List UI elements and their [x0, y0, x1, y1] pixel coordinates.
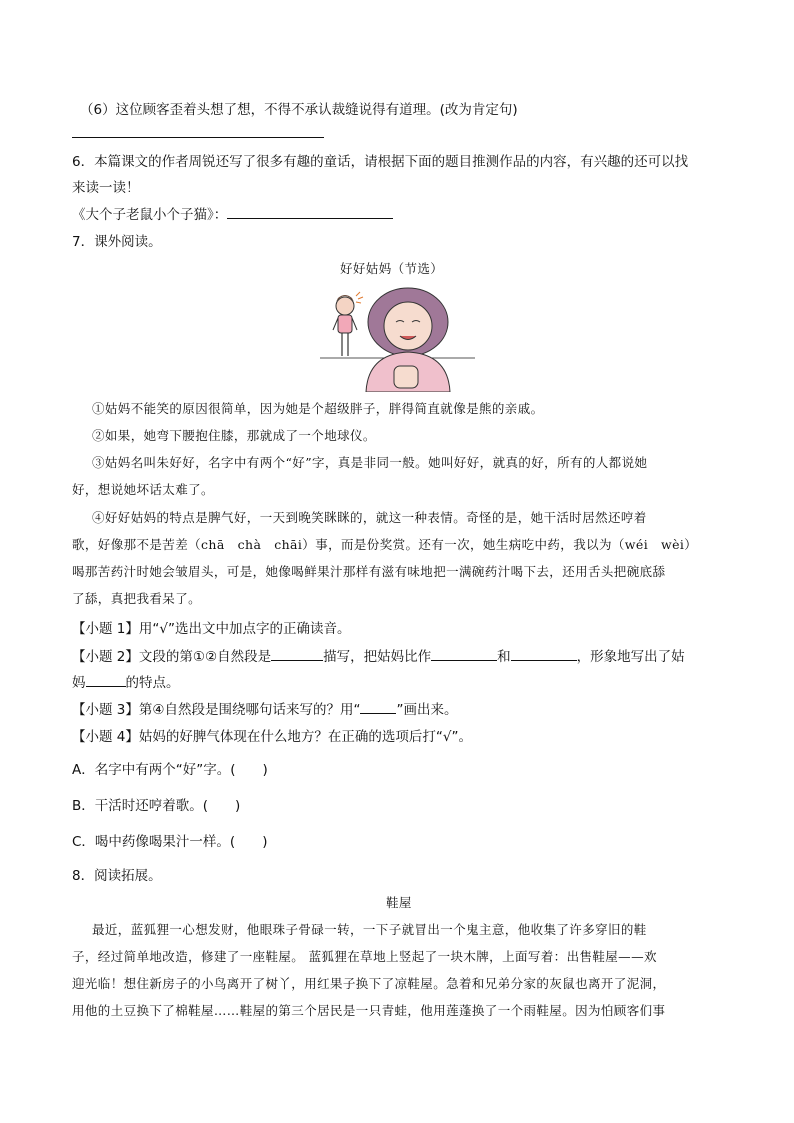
q6-book-title-label: 《大个子老鼠小个子猫》：	[72, 207, 228, 223]
q8-heading: 8．阅读拓展。	[72, 868, 162, 884]
q7-para2: ②如果，她弯下腰抱住膝，那就成了一个地球仪。	[92, 428, 376, 443]
q6-answer-blank[interactable]	[227, 204, 393, 219]
q7-option-b[interactable]: B．干活时还哼着歌。( )	[72, 798, 241, 814]
q7-sub3-underline-sample	[360, 699, 396, 714]
q6-text-line1: 6．本篇课文的作者周锐还写了很多有趣的童话，请根据下面的题目推测作品的内容，有兴趣的还可以找	[72, 154, 689, 170]
q7-sub3-text-a: 【小题 3】第④自然段是围绕哪句话来写的？用“	[72, 702, 361, 718]
answer-line[interactable]	[72, 137, 324, 138]
q7-sub2-blank-2[interactable]	[431, 646, 497, 661]
q8-line3: 迎光临！想住新房子的小鸟离开了树丫，用红果子换下了凉鞋屋。急着和兄弟分家的灰鼠也离开了泥洞，	[72, 976, 666, 991]
q7-sub2-text-b: 描写，把姑妈比作	[323, 649, 432, 665]
q7-heading: 7．课外阅读。	[72, 234, 162, 250]
q7-para3-line1: ③姑妈名叫朱好好，名字中有两个“好”字，真是非同一般。她叫好好，就真的好，所有的人都说她	[92, 455, 648, 470]
q7-sub2-text-a: 【小题 2】文段的第①②自然段是	[72, 649, 272, 665]
aunt-illustration	[320, 282, 480, 392]
q7-sub2-text-d: ，形象地写出了姑	[576, 649, 685, 665]
q7-sub2-blank-3[interactable]	[511, 646, 577, 661]
q7-para4-line2: 歌，好像那不是苦差（chā chà chāi）事，而是份奖赏。还有一次，她生病吃中药，我以为（wéi wèi）	[72, 537, 698, 552]
q8-line2: 子，经过简单地改造，修建了一座鞋屋。 蓝狐狸在草地上竖起了一块木牌，上面写着：出售鞋屋——欢	[72, 949, 657, 964]
q7-sub3	[72, 698, 457, 718]
q7-sub2-text-f: 的特点。	[125, 675, 180, 691]
q7-para3-line2: 好，想说她坏话太难了。	[72, 482, 214, 497]
q7-sub3-text-b: ”画出来。	[396, 702, 458, 718]
q7-para4-line4: 了舔，真把我看呆了。	[72, 591, 202, 606]
q7-para1: ①姑妈不能笑的原因很简单，因为她是个超级胖子，胖得简直就像是熊的亲戚。	[92, 401, 544, 416]
q5-item6-text: （6）这位顾客歪着头想了想，不得不承认裁缝说得有道理。(改为肯定句)	[80, 102, 518, 118]
q8-line1: 最近，蓝狐狸一心想发财，他眼珠子骨碌一转，一下子就冒出一个鬼主意，他收集了许多穿旧的鞋	[92, 922, 647, 937]
q7-option-c[interactable]: C．喝中药像喝果汁一样。( )	[72, 834, 268, 850]
q8-line4: 用他的土豆换下了棉鞋屋……鞋屋的第三个居民是一只青蛙，他用莲蓬换了一个雨鞋屋。因为怕顾客们事	[72, 1003, 666, 1018]
q7-para4-line1: ④好好姑妈的特点是脾气好，一天到晚笑眯眯的，就这一种表情。奇怪的是，她干活时居然还哼着	[92, 510, 647, 525]
aunt-figure	[366, 288, 450, 392]
q7-passage-title: 好好姑妈（节选）	[340, 261, 444, 276]
q7-sub2-blank-4[interactable]	[86, 672, 126, 687]
child-figure	[333, 292, 363, 356]
q7-option-a[interactable]: A．名字中有两个“好”字。( )	[72, 762, 268, 778]
q7-sub2-cont	[72, 671, 180, 691]
q6-book-title	[72, 203, 393, 223]
q7-sub1: 【小题 1】用“√”选出文中加点字的正确读音。	[72, 621, 351, 637]
q6-text-line2: 来读一读！	[72, 180, 140, 196]
q7-sub2-blank-1[interactable]	[271, 646, 323, 661]
q8-passage-title: 鞋屋	[386, 895, 412, 910]
q7-sub2-text-e: 妈	[72, 675, 86, 691]
q7-sub2-text-c: 和	[497, 649, 511, 665]
q7-sub4: 【小题 4】姑妈的好脾气体现在什么地方？在正确的选项后打“√”。	[72, 729, 472, 745]
q7-sub2	[72, 645, 685, 665]
q7-para4-line3: 喝那苦药汁时她会皱眉头，可是，她像喝鲜果汁那样有滋有味地把一满碗药汁喝下去，还用舌头把碗底舔	[72, 564, 666, 579]
